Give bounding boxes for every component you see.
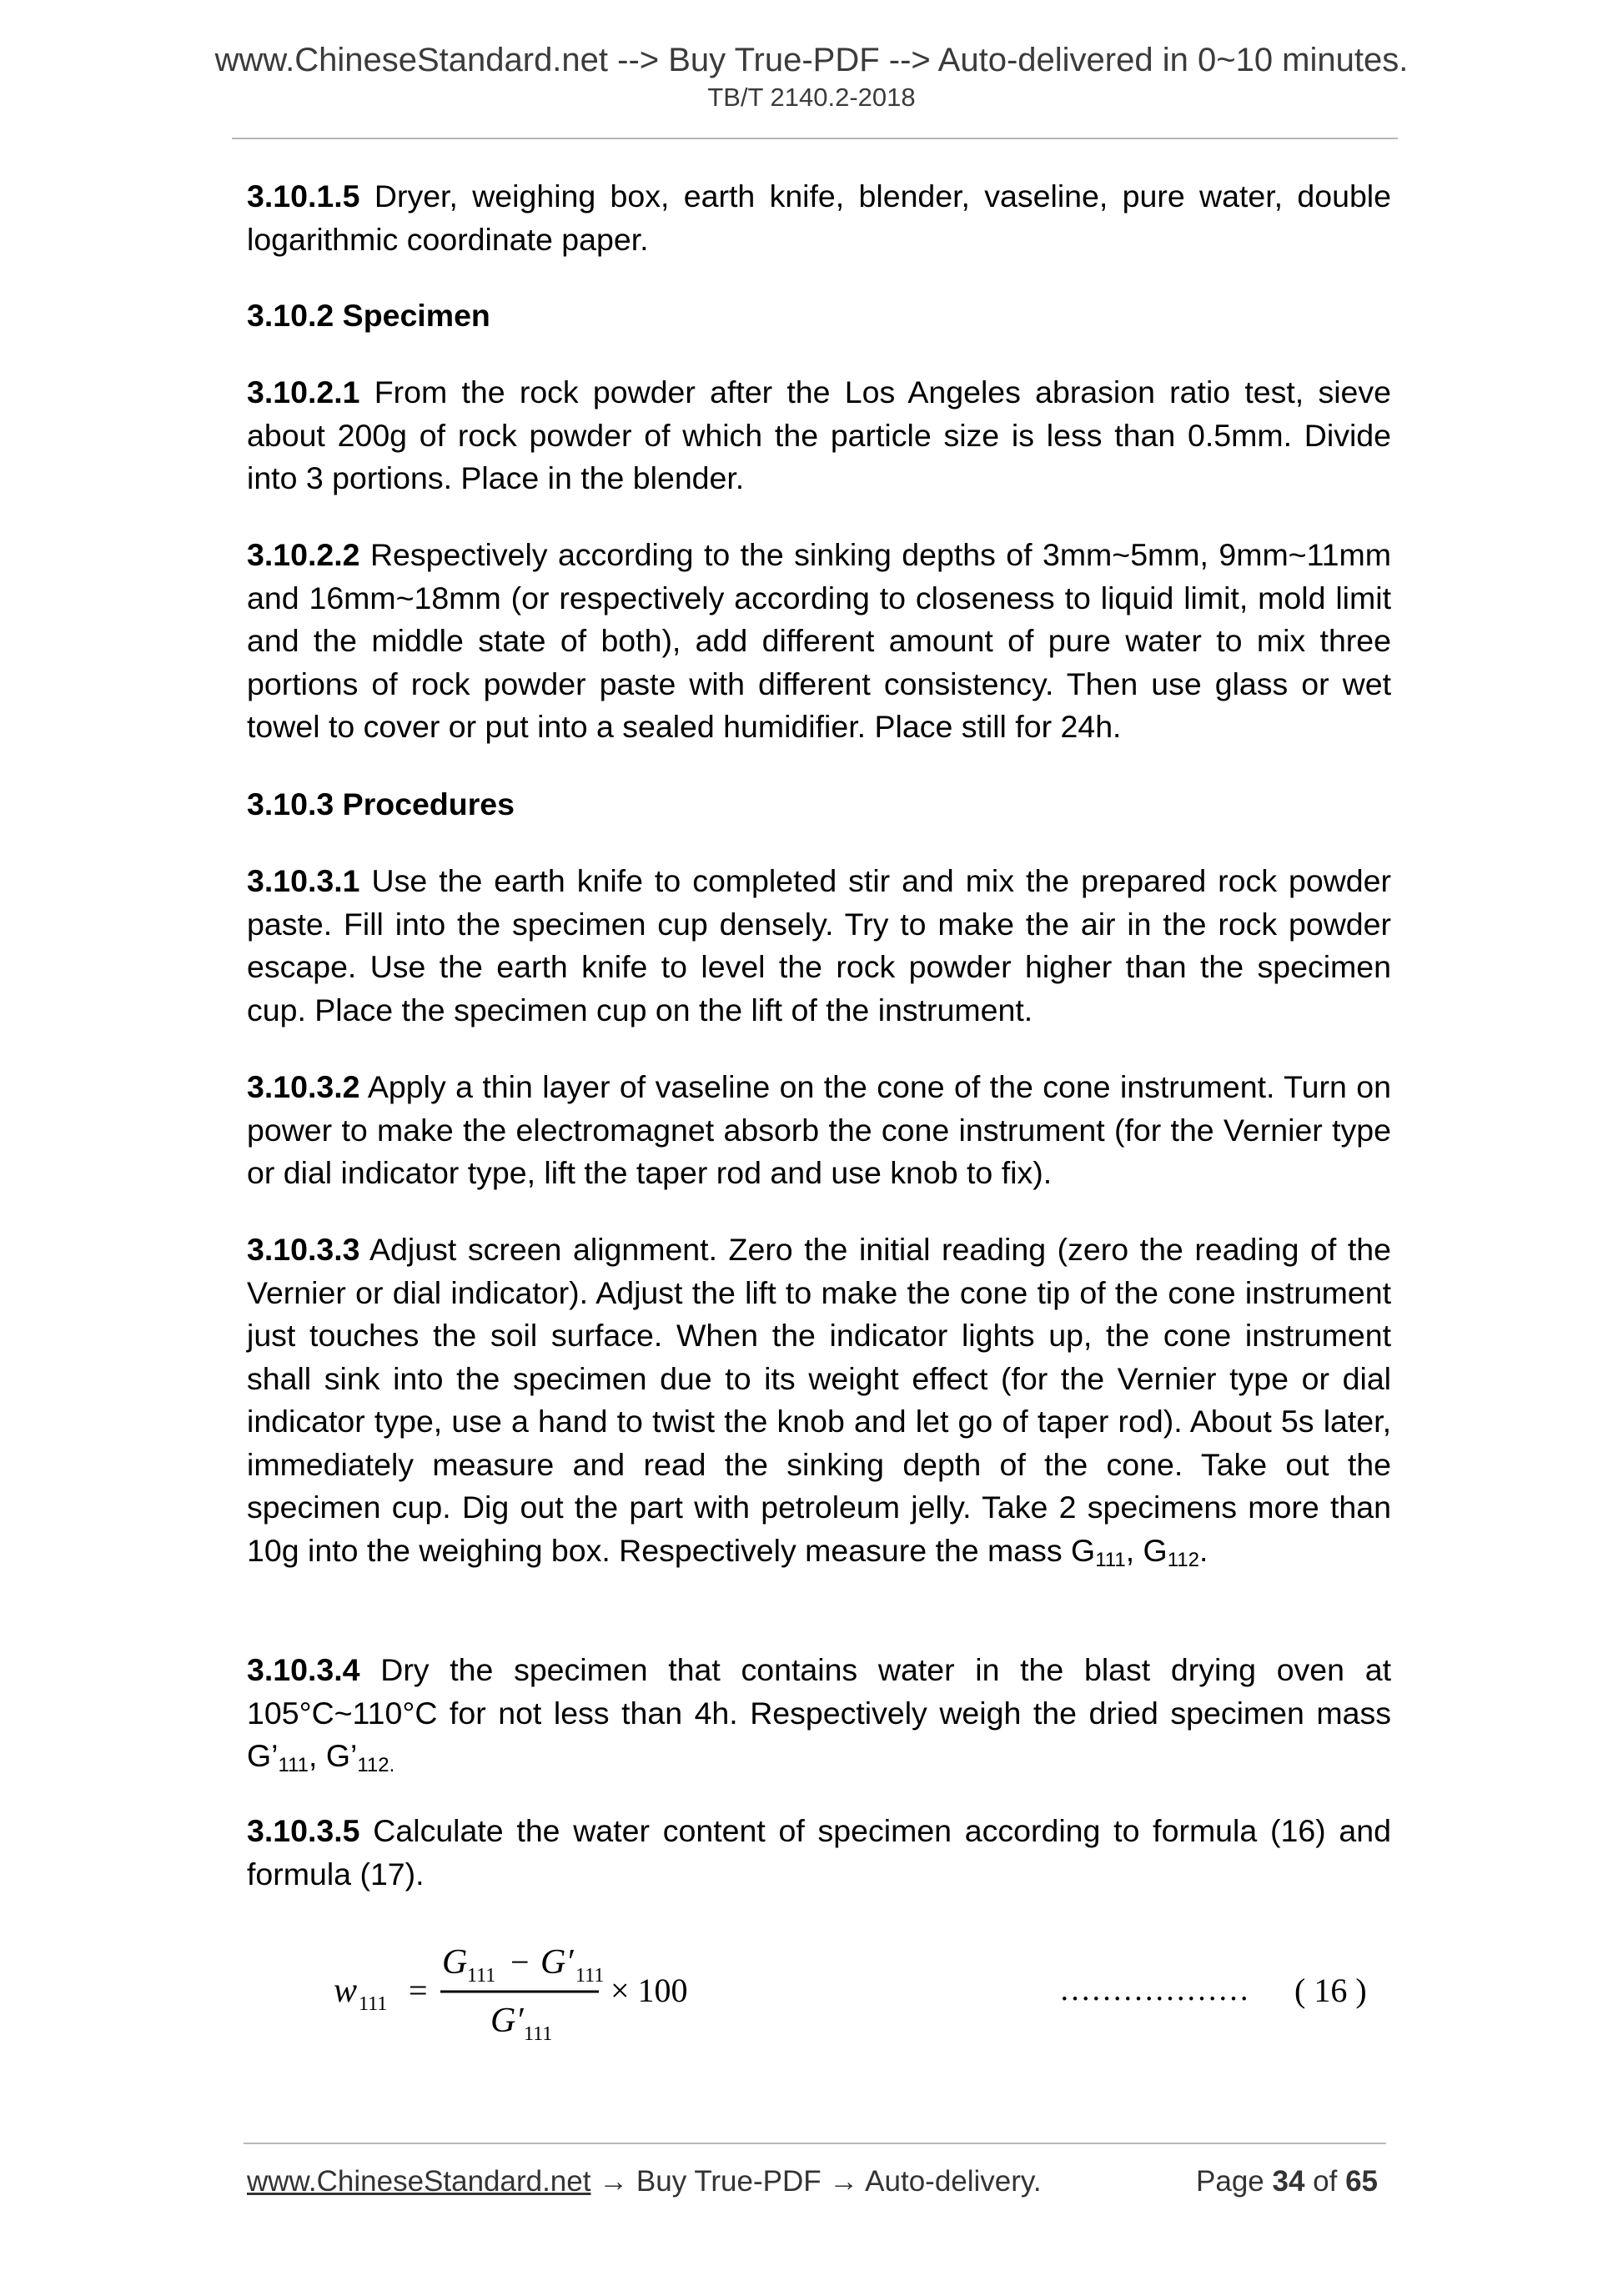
formula-numerator-g: G xyxy=(442,1943,468,1982)
clause-3-10-3-4 xyxy=(247,1649,1391,1778)
clause-3-10-2-1 xyxy=(247,371,1391,500)
formula-numerator-subscript-2: 111 xyxy=(575,1965,605,1987)
page-label: Page xyxy=(1196,2165,1273,2198)
mass-symbol: G’ xyxy=(325,1738,358,1773)
clause-number: 3.10.2.1 xyxy=(247,374,360,409)
clause-text: Adjust screen alignment. Zero the initial reading (zero the reading of the Vernier or dial indicator). Adjust the lift to make the cone tip of the cone instrument just touches the soil surface. When the indicator lights up, the cone instrument shall sink into the specimen due to its weight effect (for the Vernier type or dial indicator type, use a hand to twist the knob and let go of taper rod). About 5s later, immediately measure and read the sinking depth of the cone. Take out the specimen cup. Dig out the part with petroleum jelly. Take 2 specimens more than 10g into the weighing box. Respectively measure the mass xyxy=(247,1232,1391,1568)
clause-number: 3.10.2.2 xyxy=(247,537,360,572)
clause-3-10-2-2 xyxy=(247,534,1391,749)
clause-3-10-1-5 xyxy=(247,175,1391,261)
clause-3-10-3-2 xyxy=(247,1066,1391,1195)
clause-number: 3.10.3.3 xyxy=(247,1232,360,1267)
separator: , xyxy=(1125,1532,1143,1568)
mass-subscript: 111 xyxy=(1095,1548,1126,1571)
formula-16 xyxy=(334,1933,1409,2050)
clause-number: 3.10.3.5 xyxy=(247,1813,360,1848)
mass-symbol: G xyxy=(1071,1532,1096,1568)
clause-3-10-3-1 xyxy=(247,860,1391,1032)
header-divider xyxy=(232,138,1398,139)
footer-text: → Buy True-PDF → Auto-delivery. xyxy=(590,2165,1042,2198)
formula-denominator-subscript: 111 xyxy=(524,2023,553,2045)
formula-w-subscript: 111 xyxy=(359,1993,388,2015)
mass-subscript: 112 xyxy=(1167,1548,1199,1571)
page-number: 34 xyxy=(1272,2165,1305,2198)
formula-times-100: × 100 xyxy=(611,1972,688,2009)
mass-symbol: G xyxy=(1143,1532,1168,1568)
clause-3-10-3-3 xyxy=(247,1228,1391,1572)
clause-number: 3.10.3.1 xyxy=(247,863,360,898)
mass-symbol: G’ xyxy=(247,1738,279,1773)
separator: , xyxy=(308,1738,326,1773)
section-heading-procedures: 3.10.3 Procedures xyxy=(247,786,515,821)
clause-text: Apply a thin layer of vaseline on the cone of the cone instrument. Turn on power to make the electromagnet absorb the cone instrument (for the Vernier type or dial indicator type, lift the taper rod and use knob to fix). xyxy=(247,1069,1391,1190)
clause-3-10-3-5 xyxy=(247,1810,1391,1896)
formula-leader-dots: ……………… xyxy=(1059,1972,1249,2007)
mass-subscript: 111 xyxy=(278,1754,309,1776)
formula-minus: − xyxy=(510,1943,530,1981)
footer-link[interactable]: www.ChineseStandard.net xyxy=(247,2165,591,2198)
formula-numerator-subscript: 111 xyxy=(467,1965,496,1987)
clause-number: 3.10.3.2 xyxy=(247,1069,360,1104)
formula-numerator-gprime: G′ xyxy=(540,1943,574,1982)
clause-number: 3.10.3.4 xyxy=(247,1652,360,1687)
page-indicator xyxy=(1196,2164,1378,2199)
footer-divider xyxy=(244,2143,1386,2144)
formula-equals: = xyxy=(409,1972,428,2009)
page-total: 65 xyxy=(1345,2165,1378,2198)
period: . xyxy=(1198,1532,1208,1568)
clause-text: Calculate the water content of specimen according to formula (16) and formula (17). xyxy=(247,1813,1391,1892)
mass-subscript: 112. xyxy=(357,1754,395,1776)
clause-text: Dry the specimen that contains water in the blast drying oven at 105°C~110°C for not less than 4h. Respectively weigh the dried specimen mass xyxy=(247,1652,1391,1731)
section-heading-specimen: 3.10.2 Specimen xyxy=(247,298,490,333)
document-id: TB/T 2140.2-2018 xyxy=(707,83,916,112)
formula-denominator-gprime: G′ xyxy=(490,2002,524,2040)
formula-w: w xyxy=(334,1972,358,2010)
clause-text: Respectively according to the sinking depths of 3mm~5mm, 9mm~11mm and 16mm~18mm (or respectively according to closeness to liquid limit, mold limit and the middle state of both), add different amount of pure water to mix three portions of rock powder paste with different consistency. Then use glass or wet towel to cover or put into a sealed humidifier. Place still for 24h. xyxy=(247,537,1391,744)
clause-text: Use the earth knife to completed stir and mix the prepared rock powder paste. Fill into the specimen cup densely. Try to make the air in the rock powder escape. Use the earth knife to level the rock powder higher than the specimen cup. Place the specimen cup on the lift of the instrument. xyxy=(247,863,1391,1027)
clause-text: From the rock powder after the Los Angeles abrasion ratio test, sieve about 200g of rock powder of which the particle size is less than 0.5mm. Divide into 3 portions. Place in the blender. xyxy=(247,374,1391,495)
header-banner: www.ChineseStandard.net --> Buy True-PDF --> Auto-delivered in 0~10 minutes. xyxy=(214,42,1409,78)
clause-text: Dryer, weighing box, earth knife, blender, vaseline, pure water, double logarithmic coordinate paper. xyxy=(247,178,1391,257)
formula-number: ( 16 ) xyxy=(1294,1972,1367,2009)
page-footer xyxy=(247,2164,1386,2199)
of-label: of xyxy=(1304,2165,1346,2198)
clause-number: 3.10.1.5 xyxy=(247,178,360,214)
